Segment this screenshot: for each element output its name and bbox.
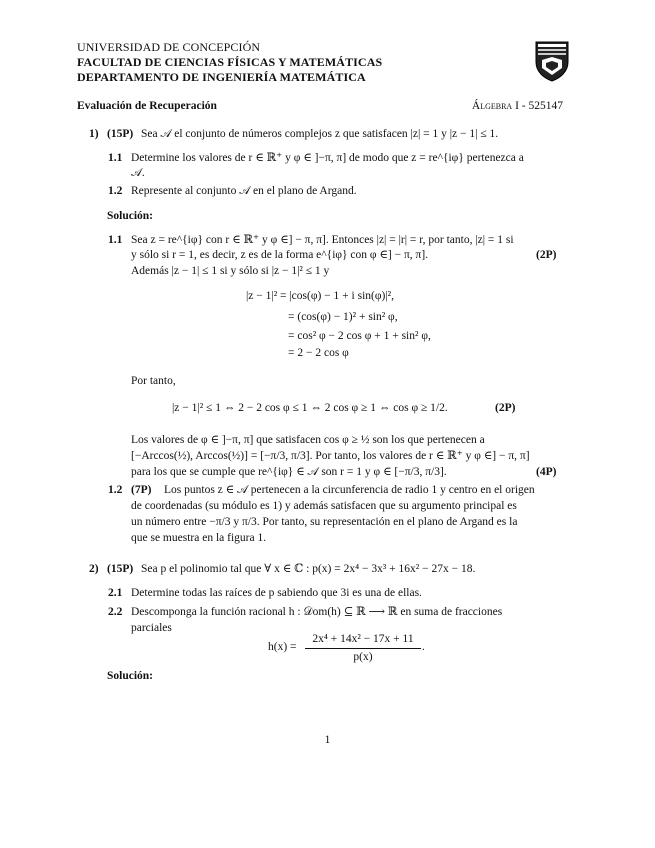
h-denominator: p(x) [353,651,373,663]
values-line-2: [−Arccos(½), Arccos(½)] = [−π/3, π/3]. Por tanto, los valores de r ∈ ℝ⁺ y φ ∈] − π, π] [131,450,530,462]
page-number: 1 [324,734,331,746]
solution-1-label: Solución: [107,210,154,222]
solution-1-2-number: 1.2 [108,484,123,496]
h-function-lhs: h(x) = [268,641,297,653]
problem-2-number: 2) [89,563,99,575]
solution-1-1-line1: Sea z = re^{iφ} con r ∈ ℝ⁺ y φ ∈] − π, π]. Entonces |z| = |r| = r, por tanto, |z| = 1 si [131,234,514,246]
solution-1-1-line3: Además |z − 1| ≤ 1 si y sólo si |z − 1|² ≤ 1 y [131,265,330,277]
therefore-text: Por tanto, [131,375,176,387]
equation-line-3: = cos² φ − 2 cos φ + 1 + sin² φ, [288,330,431,342]
department-name: DEPARTAMENTO DE INGENIERÍA MATEMÁTICA [77,70,366,84]
equation-line-2: = (cos(φ) − 1)² + sin² φ, [288,311,398,323]
item-2-1-text: Determine todas las raíces de p sabiendo que 3i es una de ellas. [131,587,422,599]
solution-1-2-points: (7P) [131,484,152,496]
item-1-1-number: 1.1 [108,152,123,164]
values-line-3: para los que se cumple que re^{iφ} ∈ 𝒜 son r = 1 y φ ∈ [−π/3, π/3]. [131,466,447,478]
problem-2-points: (15P) [107,563,134,575]
solution-1-1-number: 1.1 [108,234,123,246]
solution-1-2-line4: que se muestra en la figura 1. [131,532,267,544]
problem-2-statement: Sea p el polinomio tal que ∀ x ∈ ℂ : p(x) = 2x⁴ − 3x³ + 16x² − 27x − 18. [141,563,476,575]
points-tag-2p-second: (2P) [495,402,516,414]
item-2-2-line2: parciales [131,622,172,634]
problem-1-statement: Sea 𝒜 el conjunto de números complejos z que satisfacen |z| = 1 y |z − 1| ≤ 1. [141,128,499,140]
values-line-1: Los valores de φ ∈ ]−π, π] que satisfacen cos φ ≥ ½ son los que pertenecen a [131,434,485,446]
h-numerator: 2x⁴ + 14x² − 17x + 11 [312,633,414,645]
university-crest-icon [534,40,570,82]
university-name: UNIVERSIDAD DE CONCEPCIÓN [77,40,261,54]
item-1-2-text: Represente al conjunto 𝒜 en el plano de Argand. [131,185,357,197]
equation-line-4: = 2 − 2 cos φ [288,347,349,359]
solution-2-label: Solución: [107,670,154,682]
item-1-2-number: 1.2 [108,185,123,197]
faculty-name: FACULTAD DE CIENCIAS FÍSICAS Y MATEMÁTICAS [77,55,383,69]
item-1-1-line2: 𝒜. [131,167,145,179]
h-period: . [422,641,425,653]
fraction-bar [305,648,421,649]
course-code: Álgebra I - 525147 [471,100,563,112]
item-2-2-number: 2.2 [108,606,123,618]
points-tag-4p: (4P) [536,466,557,478]
problem-1-number: 1) [89,128,99,140]
problem-1-points: (15P) [107,128,134,140]
solution-1-2-line1: Los puntos z ∈ 𝒜 pertenecen a la circunferencia de radio 1 y centro en el origen [164,484,535,496]
solution-1-2-line2: de coordenadas (su módulo es 1) y además satisfacen que su argumento principal es [131,500,517,512]
solution-1-1-line2: y sólo si r = 1, es decir, z es de la forma e^{iφ} con φ ∈] − π, π]. [131,249,429,261]
exam-title: Evaluación de Recuperación [77,100,217,112]
points-tag-2p: (2P) [536,249,557,261]
inequality-chain: |z − 1|² ≤ 1 ⇔ 2 − 2 cos φ ≤ 1 ⇔ 2 cos φ ≥ 1 ⇔ cos φ ≥ 1/2. [172,402,448,414]
item-2-2-line1: Descomponga la función racional h : 𝒟om(h) ⊆ ℝ ⟶ ℝ en suma de fracciones [131,606,503,618]
item-2-1-number: 2.1 [108,587,123,599]
equation-line-1: |z − 1|² = |cos(φ) − 1 + i sin(φ)|², [246,290,394,302]
item-1-1-line1: Determine los valores de r ∈ ℝ⁺ y φ ∈ ]−π, π] de modo que z = re^{iφ} pertenezca a [131,152,524,164]
solution-1-2-line3: un número entre −π/3 y π/3. Por tanto, su representación en el plano de Argand es la [131,516,518,528]
